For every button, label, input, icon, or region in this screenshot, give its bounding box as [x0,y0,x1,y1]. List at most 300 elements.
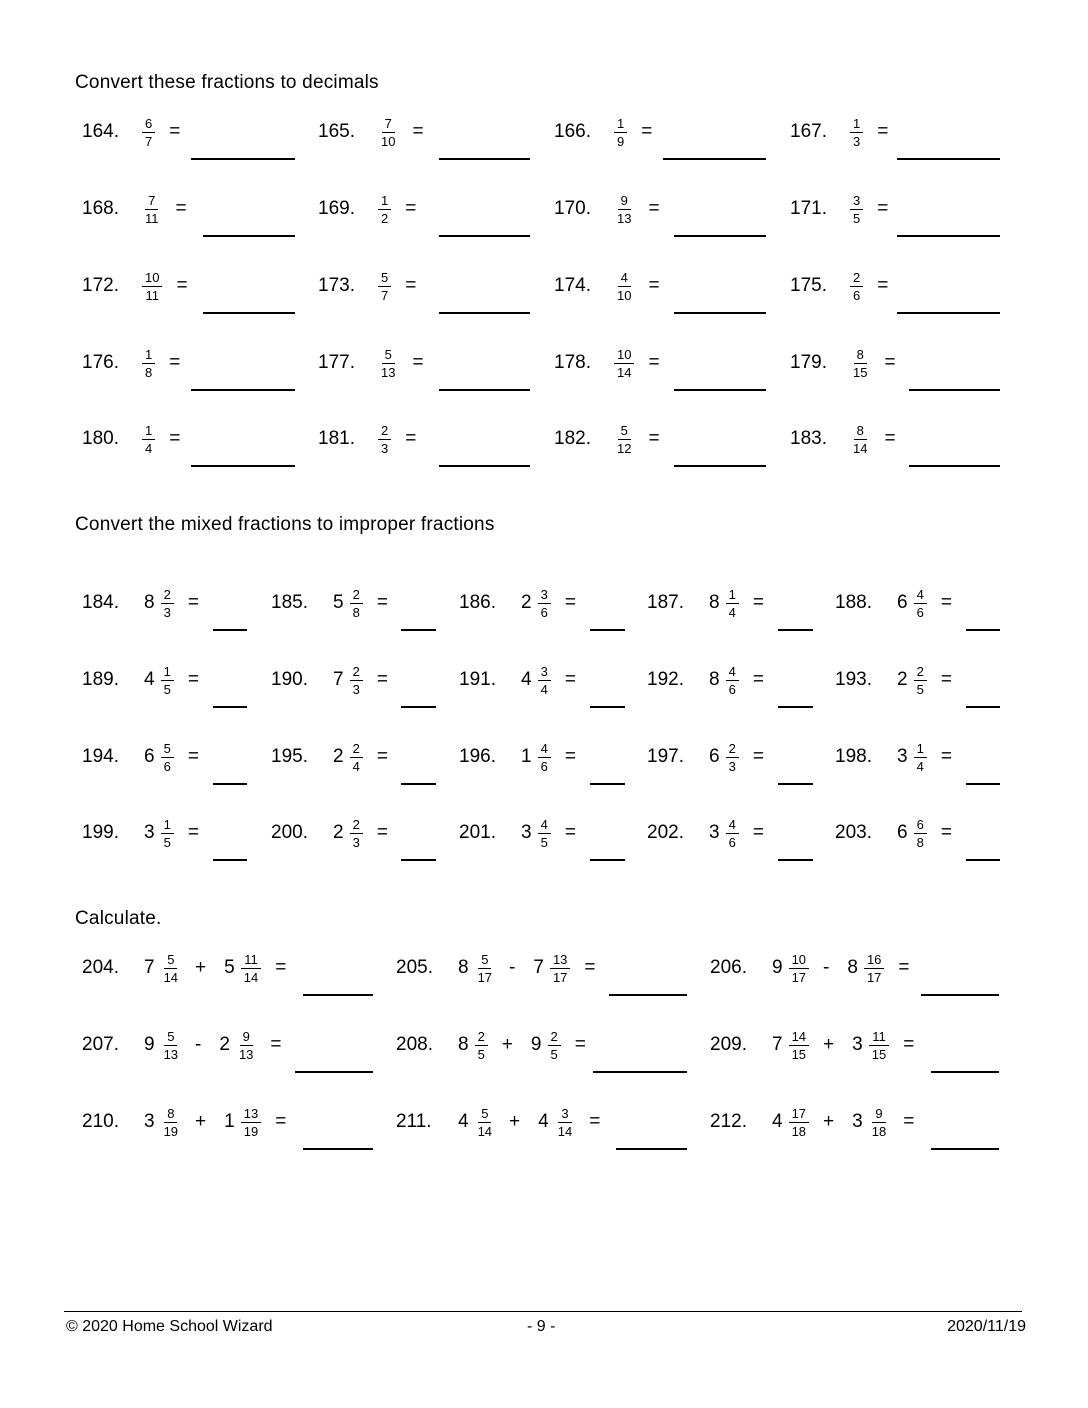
numerator: 1 [161,664,174,681]
numerator: 8 [854,423,867,440]
section-heading-decimals: Convert these fractions to decimals [75,72,379,93]
denominator: 15 [853,364,868,380]
calculation-problem [82,1020,282,1070]
fraction [161,664,174,697]
calculation-problem [396,943,596,993]
denominator: 10 [617,287,632,303]
problem-number: 166. [554,121,591,142]
problem-number: 182. [554,428,591,449]
numerator: 16 [864,952,884,969]
numerator: 1 [914,741,927,758]
equals-sign: = [176,275,188,296]
numerator: 5 [382,347,395,364]
numerator: 1 [378,193,391,210]
problem-number: 200. [271,822,308,843]
problem-number: 210. [82,1111,119,1132]
answer-blank[interactable] [931,1071,999,1073]
equals-sign: = [187,592,199,613]
problem-number: 165. [318,121,355,142]
numerator: 8 [854,347,867,364]
equals-sign: = [648,275,660,296]
numerator: 1 [142,423,155,440]
calculation-problem [396,1020,586,1070]
equals-sign: = [752,822,764,843]
denominator: 14 [477,1123,493,1139]
answer-blank[interactable] [590,859,625,861]
problem-number: 184. [82,592,119,613]
problem-number: 179. [790,352,827,373]
denominator: 3 [163,604,171,620]
answer-blank[interactable] [778,706,813,708]
equals-sign: = [376,746,388,767]
fraction [161,1029,181,1062]
denominator: 14 [617,364,632,380]
mixed-problem [647,655,764,705]
problem-number: 197. [647,746,684,767]
denominator: 4 [916,758,924,774]
problem-number: 203. [835,822,872,843]
equals-sign: = [564,669,576,690]
fraction [538,664,551,697]
fraction [161,1106,181,1139]
whole-number: 7 [533,957,544,978]
operator: + [195,957,207,978]
operator: + [823,1034,835,1055]
denominator: 11 [145,287,159,303]
problem-number: 187. [647,592,684,613]
answer-blank[interactable] [909,389,1000,391]
problem-number: 205. [396,957,433,978]
footer-copyright: © 2020 Home School Wizard [66,1318,273,1335]
answer-blank[interactable] [401,859,436,861]
numerator: 13 [550,952,570,969]
answer-blank[interactable] [213,629,247,631]
operator: - [195,1034,202,1055]
numerator: 8 [164,1106,177,1123]
denominator: 4 [352,758,360,774]
numerator: 6 [142,116,155,133]
equals-sign: = [940,592,952,613]
numerator: 2 [161,587,174,604]
fraction [614,193,634,226]
equals-sign: = [898,957,910,978]
problem-number: 169. [318,198,355,219]
problem-number: 177. [318,352,355,373]
answer-blank[interactable] [401,783,436,785]
equals-sign: = [940,746,952,767]
problem-number: 180. [82,428,119,449]
fraction [378,347,398,380]
denominator: 5 [477,1046,485,1062]
denominator: 6 [853,287,861,303]
decimal-problem [554,414,660,464]
equals-sign: = [940,822,952,843]
answer-blank[interactable] [401,629,436,631]
problem-number: 199. [82,822,119,843]
answer-blank[interactable] [616,1148,687,1150]
equals-sign: = [564,592,576,613]
denominator: 7 [145,133,153,149]
equals-sign: = [940,669,952,690]
numerator: 5 [164,1029,177,1046]
denominator: 5 [540,834,548,850]
equals-sign: = [564,746,576,767]
decimal-problem [318,414,416,464]
fraction [789,952,809,985]
answer-blank[interactable] [439,312,530,314]
fraction [548,1029,561,1062]
fraction [726,741,739,774]
answer-blank[interactable] [674,235,766,237]
fraction [475,1029,488,1062]
whole-number: 3 [144,1111,155,1132]
numerator: 4 [726,817,739,834]
answer-blank[interactable] [897,158,1000,160]
denominator: 17 [791,969,807,985]
answer-blank[interactable] [921,994,999,996]
decimal-problem [318,107,424,157]
answer-blank[interactable] [590,706,625,708]
numerator: 5 [618,423,631,440]
problem-number: 201. [459,822,496,843]
equals-sign: = [412,121,424,142]
answer-blank[interactable] [590,783,625,785]
equals-sign: = [187,746,199,767]
whole-number: 2 [521,592,532,613]
whole-number: 3 [709,822,720,843]
problem-number: 208. [396,1034,433,1055]
equals-sign: = [376,822,388,843]
fraction [350,741,363,774]
numerator: 9 [240,1029,253,1046]
answer-blank[interactable] [303,994,373,996]
numerator: 3 [538,664,551,681]
answer-blank[interactable] [213,783,247,785]
answer-blank[interactable] [674,465,766,467]
numerator: 2 [350,664,363,681]
numerator: 5 [378,270,391,287]
numerator: 10 [789,952,809,969]
calculation-problem [82,943,286,993]
fraction [538,817,551,850]
answer-blank[interactable] [778,783,813,785]
problem-number: 204. [82,957,119,978]
answer-blank[interactable] [203,235,295,237]
calculation-problem [710,1097,914,1147]
equals-sign: = [376,669,388,690]
decimal-problem [554,261,660,311]
whole-number: 8 [458,1034,469,1055]
fraction [236,1029,256,1062]
numerator: 3 [850,193,863,210]
denominator: 7 [381,287,389,303]
mixed-problem [271,655,388,705]
problem-number: 168. [82,198,119,219]
problem-number: 178. [554,352,591,373]
denominator: 11 [145,210,159,226]
numerator: 5 [478,1106,491,1123]
equals-sign: = [584,957,596,978]
decimal-problem [790,261,888,311]
fraction [789,1106,809,1139]
problem-number: 164. [82,121,119,142]
answer-blank[interactable] [663,158,766,160]
fraction [726,664,739,697]
answer-blank[interactable] [439,158,530,160]
mixed-problem [459,655,576,705]
numerator: 10 [142,270,162,287]
denominator: 3 [381,440,389,456]
equals-sign: = [564,822,576,843]
fraction [378,423,391,456]
answer-blank[interactable] [778,859,813,861]
answer-blank[interactable] [191,158,295,160]
denominator: 5 [550,1046,558,1062]
problem-number: 190. [271,669,308,690]
equals-sign: = [275,957,287,978]
numerator: 1 [142,347,155,364]
decimal-problem [82,184,187,234]
whole-number: 9 [530,1034,542,1055]
equals-sign: = [648,198,660,219]
answer-blank[interactable] [609,994,687,996]
denominator: 13 [381,364,396,380]
denominator: 6 [728,834,736,850]
problem-number: 195. [271,746,308,767]
fraction [161,952,181,985]
denominator: 15 [871,1046,887,1062]
equals-sign: = [903,1111,915,1132]
problem-number: 191. [459,669,496,690]
denominator: 4 [540,681,548,697]
denominator: 3 [352,681,360,697]
equals-sign: = [270,1034,282,1055]
footer-page-number: - 9 - [527,1318,556,1335]
denominator: 5 [853,210,861,226]
numerator: 9 [618,193,631,210]
equals-sign: = [169,428,181,449]
numerator: 4 [618,270,631,287]
answer-blank[interactable] [897,312,1000,314]
denominator: 6 [728,681,736,697]
denominator: 19 [243,1123,259,1139]
numerator: 2 [350,587,363,604]
answer-blank[interactable] [303,1148,373,1150]
numerator: 11 [241,952,261,969]
fraction [850,423,870,456]
denominator: 5 [916,681,924,697]
equals-sign: = [169,121,181,142]
whole-number: 4 [458,1111,469,1132]
fraction [550,952,570,985]
problem-number: 170. [554,198,591,219]
denominator: 13 [238,1046,254,1062]
whole-number: 8 [144,592,155,613]
equals-sign: = [405,198,417,219]
problem-number: 175. [790,275,827,296]
denominator: 17 [866,969,882,985]
numerator: 2 [350,817,363,834]
fraction [142,423,155,456]
fraction [538,741,551,774]
fraction [869,1106,889,1139]
answer-blank[interactable] [778,629,813,631]
numerator: 1 [726,587,739,604]
answer-blank[interactable] [966,706,1000,708]
numerator: 4 [914,587,927,604]
answer-blank[interactable] [191,389,295,391]
answer-blank[interactable] [439,235,530,237]
problem-number: 172. [82,275,119,296]
problem-number: 192. [647,669,684,690]
answer-blank[interactable] [191,465,295,467]
numerator: 3 [538,587,551,604]
numerator: 10 [614,347,634,364]
equals-sign: = [903,1034,915,1055]
mixed-problem [271,578,388,628]
equals-sign: = [648,428,660,449]
whole-number: 3 [897,746,908,767]
whole-number: 8 [458,957,469,978]
problem-number: 171. [790,198,827,219]
denominator: 9 [617,133,625,149]
denominator: 8 [916,834,924,850]
whole-number: 7 [333,669,344,690]
denominator: 10 [381,133,396,149]
fraction [350,664,363,697]
answer-blank[interactable] [401,706,436,708]
fraction [161,587,174,620]
whole-number: 2 [333,746,344,767]
fraction [614,116,627,149]
decimal-problem [82,414,180,464]
footer-divider [64,1311,1022,1312]
mixed-problem [459,732,576,782]
problem-number: 209. [710,1034,747,1055]
denominator: 5 [163,681,171,697]
answer-blank[interactable] [439,389,530,391]
numerator: 1 [850,116,863,133]
decimal-problem [554,107,652,157]
fraction [726,587,739,620]
operator: + [195,1111,207,1132]
problem-number: 181. [318,428,355,449]
fraction [850,193,863,226]
equals-sign: = [275,1111,287,1132]
numerator: 2 [475,1029,488,1046]
denominator: 14 [243,969,259,985]
fraction [864,952,884,985]
answer-blank[interactable] [674,312,766,314]
numerator: 4 [538,817,551,834]
fraction [142,116,155,149]
answer-blank[interactable] [213,859,247,861]
equals-sign: = [405,275,417,296]
mixed-problem [647,578,764,628]
problem-number: 212. [710,1111,747,1132]
answer-blank[interactable] [897,235,1000,237]
denominator: 12 [617,440,632,456]
fraction [475,1106,495,1139]
denominator: 6 [540,758,548,774]
problem-number: 198. [835,746,872,767]
whole-number: 2 [333,822,344,843]
answer-blank[interactable] [593,1071,687,1073]
operator: + [823,1111,835,1132]
decimal-problem [318,261,416,311]
answer-blank[interactable] [203,312,295,314]
whole-number: 7 [144,957,155,978]
denominator: 18 [791,1123,807,1139]
whole-number: 8 [847,957,858,978]
fraction [614,270,634,303]
problem-number: 186. [459,592,496,613]
decimal-problem [318,184,416,234]
fraction [614,423,634,456]
whole-number: 8 [709,592,720,613]
fraction [142,193,162,226]
answer-blank[interactable] [966,783,1000,785]
denominator: 3 [352,834,360,850]
fraction [914,817,927,850]
whole-number: 2 [897,669,908,690]
numerator: 1 [614,116,627,133]
denominator: 6 [916,604,924,620]
answer-blank[interactable] [931,1148,999,1150]
answer-blank[interactable] [966,629,1000,631]
calculation-problem [396,1097,600,1147]
fraction [850,270,863,303]
decimal-problem [790,414,896,464]
answer-blank[interactable] [295,1071,373,1073]
problem-number: 173. [318,275,355,296]
mixed-problem [835,732,952,782]
operator: + [509,1111,521,1132]
numerator: 7 [382,116,395,133]
decimal-problem [82,338,180,388]
whole-number: 4 [772,1111,783,1132]
mixed-problem [271,732,388,782]
answer-blank[interactable] [909,465,1000,467]
answer-blank[interactable] [674,389,766,391]
whole-number: 4 [144,669,155,690]
problem-number: 211. [396,1111,432,1132]
fraction [475,952,495,985]
denominator: 14 [163,969,179,985]
answer-blank[interactable] [439,465,530,467]
denominator: 4 [728,604,736,620]
fraction [538,587,551,620]
footer-date: 2020/11/19 [947,1318,1026,1335]
denominator: 3 [728,758,736,774]
answer-blank[interactable] [590,629,625,631]
answer-blank[interactable] [966,859,1000,861]
mixed-problem [82,808,199,858]
decimal-problem [318,338,424,388]
calculation-problem [710,1020,914,1070]
fraction [241,952,261,985]
numerator: 2 [914,664,927,681]
whole-number: 7 [772,1034,783,1055]
numerator: 2 [378,423,391,440]
equals-sign: = [648,352,660,373]
equals-sign: = [187,822,199,843]
denominator: 5 [163,834,171,850]
calculation-problem [82,1097,286,1147]
fraction [350,817,363,850]
answer-blank[interactable] [213,706,247,708]
decimal-problem [790,107,888,157]
